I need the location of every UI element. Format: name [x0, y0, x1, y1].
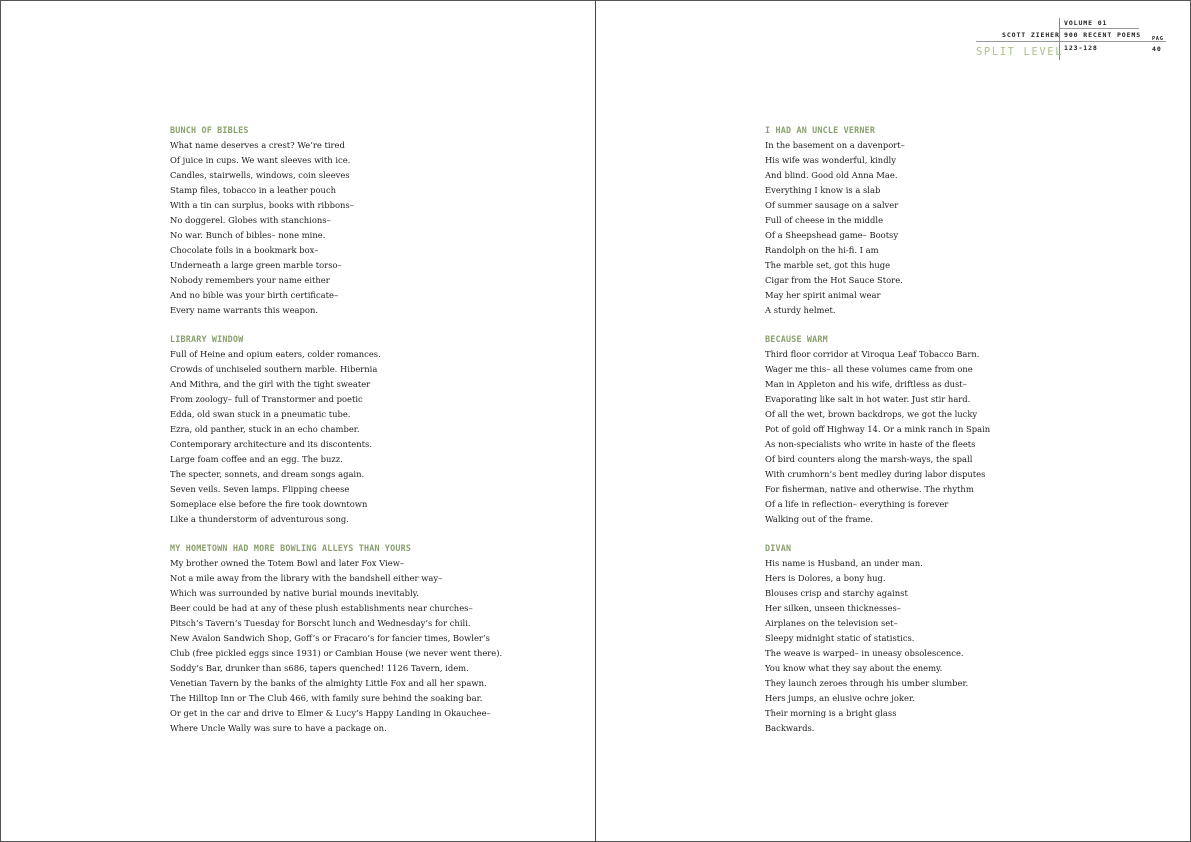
poem-line: As non-specialists who write in haste of the fleets: [765, 439, 976, 449]
header-page-label: PAG: [1152, 36, 1164, 42]
poem-line: Man in Appleton and his wife, driftless as dust–: [765, 379, 967, 389]
poem-line: Club (free pickled eggs since 1931) or Cambian House (we never went there).: [170, 648, 503, 658]
poem-line: Candles, stairwells, windows, coin sleeves: [170, 170, 350, 180]
header-divider-middle: [976, 41, 1166, 42]
poem-line: Of juice in cups. We want sleeves with ice.: [170, 155, 351, 165]
poem-line: You know what they say about the enemy.: [765, 663, 943, 673]
poem-line: No war. Bunch of bibles– none mine.: [170, 230, 326, 240]
poem-line: Their morning is a bright glass: [765, 708, 897, 718]
poem-line: Of a Sheepshead game– Bootsy: [765, 230, 899, 240]
poem-line: Large foam coffee and an egg. The buzz.: [170, 454, 343, 464]
poem-line: Full of Heine and opium eaters, colder romances.: [170, 349, 381, 359]
poem-line: Walking out of the frame.: [765, 514, 874, 524]
poem-line: Underneath a large green marble torso–: [170, 260, 342, 270]
poem-line: Hers is Dolores, a bony hug.: [765, 573, 886, 583]
poem-line: And no bible was your birth certificate–: [170, 290, 339, 300]
header-page-number: 40: [1152, 45, 1162, 53]
header-collection: 900 RECENT POEMS: [1064, 31, 1142, 39]
running-header: [976, 18, 1166, 62]
poem-line: Stamp files, tobacco in a leather pouch: [170, 185, 337, 195]
poem-line: Airplanes on the television set–: [765, 618, 898, 628]
poem-line: No doggerel. Globes with stanchions–: [170, 215, 331, 225]
page-gutter: [595, 0, 596, 842]
poem-line: Not a mile away from the library with the bandshell either way–: [170, 573, 443, 583]
poem: [170, 541, 550, 736]
poem-line: And blind. Good old Anna Mae.: [765, 170, 898, 180]
poem-line: Backwards.: [765, 723, 815, 733]
poem-line: Her silken, unseen thicknesses–: [765, 603, 901, 613]
poem-line: For fisherman, native and otherwise. The rhythm: [765, 484, 974, 494]
poem-line: Or get in the car and drive to Elmer & Lucy’s Happy Landing in Okauchee–: [170, 708, 491, 718]
poem-line: New Avalon Sandwich Shop, Goff’s or Fracaro’s for fancier times, Bowler’s: [170, 633, 490, 643]
poem-line: Soddy’s Bar, drunker than s686, tapers quenched! 1126 Tavern, idem.: [170, 663, 469, 673]
poem-title: LIBRARY WINDOW: [170, 334, 244, 344]
header-brand: SPLIT LEVEL: [976, 46, 1064, 58]
header-divider-top: [1059, 28, 1139, 29]
poem-line: Sleepy midnight static of statistics.: [765, 633, 915, 643]
poem-line: Contemporary architecture and its discontents.: [170, 439, 372, 449]
poem-line: With a tin can surplus, books with ribbons–: [170, 200, 354, 210]
poem-line: My brother owned the Totem Bowl and later Fox View–: [170, 558, 405, 568]
poem-line: Nobody remembers your name either: [170, 275, 330, 285]
poem-line: Pot of gold off Highway 14. Or a mink ranch in Spain: [765, 424, 991, 434]
poem-line: Evaporating like salt in hot water. Just stir hard.: [765, 394, 971, 404]
poem-line: Edda, old swan stuck in a pneumatic tube.: [170, 409, 351, 419]
poem-line: Of summer sausage on a salver: [765, 200, 899, 210]
poem-title: DIVAN: [765, 543, 792, 553]
poem-line: From zoology– full of Transtormer and poetic: [170, 394, 363, 404]
poem-line: Seven veils. Seven lamps. Flipping cheese: [170, 484, 350, 494]
poem-line: A sturdy helmet.: [765, 305, 836, 315]
poem: [765, 332, 1145, 527]
poem-line: With crumhorn’s bent medley during labor disputes: [765, 469, 986, 479]
poem-line: In the basement on a davenport–: [765, 140, 905, 150]
poem-line: Randolph on the hi-fi. I am: [765, 245, 879, 255]
poem-line: The marble set, got this huge: [765, 260, 891, 270]
poem-line: What name deserves a crest? We’re tired: [170, 140, 345, 150]
poem-line: Of all the wet, brown backdrops, we got the lucky: [765, 409, 978, 419]
poem-line: Third floor corridor at Viroqua Leaf Tobacco Barn.: [765, 349, 980, 359]
poem-line: The specter, sonnets, and dream songs again.: [170, 469, 365, 479]
poem-title: BECAUSE WARM: [765, 334, 828, 344]
right-column: [765, 123, 1145, 750]
poem-line: Cigar from the Hot Sauce Store.: [765, 275, 903, 285]
header-page-range: 123-128: [1064, 44, 1098, 52]
poem-line: His wife was wonderful, kindly: [765, 155, 896, 165]
poem-line: Wager me this– all these volumes came from one: [765, 364, 973, 374]
poem-line: Of a life in reflection– everything is forever: [765, 499, 949, 509]
poem-line: His name is Husband, an under man.: [765, 558, 923, 568]
poem-line: Where Uncle Wally was sure to have a package on.: [170, 723, 387, 733]
poem-line: Every name warrants this weapon.: [170, 305, 319, 315]
poem-line: Ezra, old panther, stuck in an echo chamber.: [170, 424, 360, 434]
left-column: [170, 123, 550, 750]
poem-line: And Mithra, and the girl with the tight sweater: [170, 379, 371, 389]
poem-title: MY HOMETOWN HAD MORE BOWLING ALLEYS THAN YOURS: [170, 543, 412, 553]
poem-line: Venetian Tavern by the banks of the almighty Little Fox and all her spawn.: [170, 678, 487, 688]
poem-line: Everything I know is a slab: [765, 185, 881, 195]
poem: [765, 541, 1145, 736]
poem-line: The Hilltop Inn or The Club 466, with family sure behind the soaking bar.: [170, 693, 483, 703]
poem-line: Someplace else before the fire took downtown: [170, 499, 368, 509]
poem-line: Crowds of unchiseled southern marble. Hibernia: [170, 364, 378, 374]
poem-line: Full of cheese in the middle: [765, 215, 884, 225]
poem-line: Of bird counters along the marsh-ways, the spall: [765, 454, 973, 464]
poem-line: The weave is warped– in uneasy obsolescence.: [765, 648, 964, 658]
poem-line: They launch zeroes through his umber slumber.: [765, 678, 969, 688]
poem-line: Which was surrounded by native burial mounds inevitably.: [170, 588, 419, 598]
poem-line: Like a thunderstorm of adventurous song.: [170, 514, 349, 524]
poem-title: I HAD AN UNCLE VERNER: [765, 125, 876, 135]
poem-line: Pitsch’s Tavern’s Tuesday for Borscht lunch and Wednesday’s for chili.: [170, 618, 471, 628]
poem-line: Chocolate foils in a bookmark box–: [170, 245, 319, 255]
poem: [765, 123, 1145, 318]
header-volume: VOLUME 01: [1064, 19, 1108, 27]
poem-title: BUNCH OF BIBLES: [170, 125, 249, 135]
poem-line: Blouses crisp and starchy against: [765, 588, 908, 598]
header-author: SCOTT ZIEHER: [1002, 31, 1060, 39]
poem: [170, 123, 550, 318]
poem: [170, 332, 550, 527]
poem-line: May her spirit animal wear: [765, 290, 881, 300]
poem-line: Hers jumps, an elusive ochre joker.: [765, 693, 915, 703]
poem-line: Beer could be had at any of these plush establishments near churches–: [170, 603, 473, 613]
